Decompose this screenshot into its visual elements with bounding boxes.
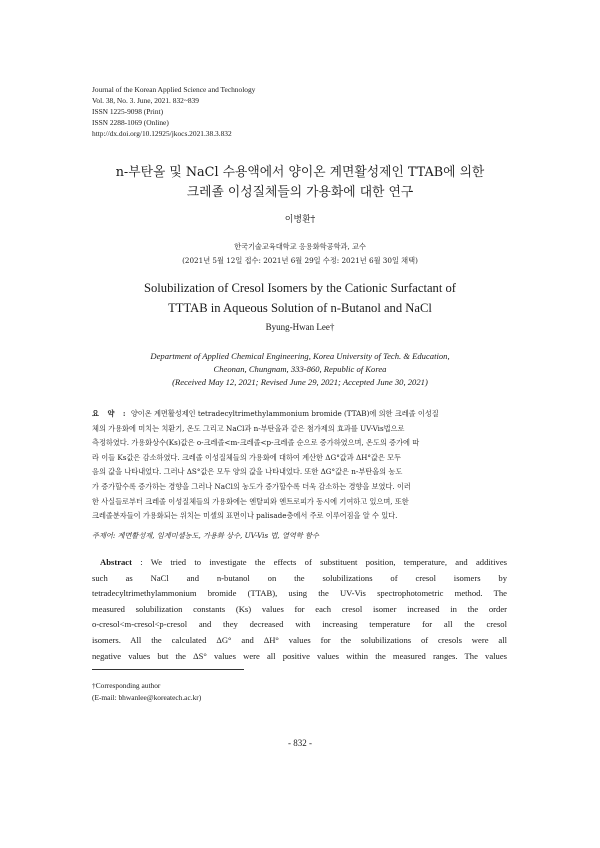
english-abstract [92, 555, 507, 664]
english-affiliation-block [0, 350, 600, 389]
korean-affiliation: 한국기술교육대학교 응용화학공학과, 교수 [234, 242, 366, 251]
korean-abstract-line: 크레졸분자들이 가용화되는 위치는 미셀의 표면이나 palisade층에서 주로 이루어짐을 알 수 있다. [92, 511, 398, 521]
english-dates: (Received May 12, 2021; Revised June 29, 2021; Accepted June 30, 2021) [172, 377, 428, 387]
korean-abstract-line: 한 사실들로부터 크레졸 이성질체들의 가용화에는 엔탈피와 엔트로피가 동시에 기여하고 있으며, 또한 [92, 496, 409, 506]
journal-issn-print: ISSN 1225-9098 (Print) [92, 107, 164, 116]
korean-abstract-line: 가 증가할수록 증가하는 경향을 그러나 NaCl의 농도가 증가할수록 더욱 감소하는 경향을 보였다. 이러 [92, 481, 411, 491]
footnote [92, 680, 201, 704]
footnote-divider [92, 669, 244, 670]
journal-doi[interactable]: http://dx.doi.org/10.12925/jkocs.2021.38.3.832 [92, 129, 232, 138]
english-title [60, 278, 540, 318]
english-abstract-line: measured solubilization constants (Ks) values for each cresol isomer increased in the order [92, 603, 507, 614]
english-abstract-line: isomers. All the calculated ΔG° and ΔH° values for the solubilizations of cresols were all [92, 634, 507, 645]
footnote-corresponding: †Corresponding author [92, 681, 161, 690]
korean-abstract-line: 측정하였다. 가용화상수(Ks)값은 o-크레졸<m-크레졸<p-크레졸 순으로 증가하였으며, 온도의 증가에 따 [92, 438, 420, 448]
korean-title-line-1: n-부탄올 및 NaCl 수용액에서 양이온 계면활성제인 TTAB에 의한 [115, 165, 485, 180]
korean-title [60, 163, 540, 203]
korean-dates: (2021년 5월 12일 접수: 2021년 6월 29일 수정: 2021년 6월 30일 채택) [182, 256, 418, 265]
korean-abstract-line: 음의 값을 나타내었다. 그러나 ΔS°값은 모두 양의 값을 나타내었다. 또한 ΔG°값은 n-부탄올의 농도 [92, 467, 403, 477]
korean-abstract-line: 요 약 : 양이온 계면활성제인 tetradecyltrimethylammonium bromide (TTAB)에 의한 크레졸 이성질 [92, 409, 439, 418]
korean-abstract [92, 407, 507, 524]
korean-abstract-label: 요 약 : [92, 409, 129, 418]
english-author: Byung-Hwan Lee† [265, 322, 335, 332]
journal-volume: Vol. 38, No. 3. June, 2021. 832~839 [92, 96, 199, 105]
english-abstract-label: Abstract [100, 557, 132, 567]
journal-header [92, 84, 255, 139]
english-title-line-1: Solubilization of Cresol Isomers by the Cationic Surfactant of [144, 281, 456, 295]
footnote-email: (E-mail: bhwanlee@koreatech.ac.kr) [92, 693, 202, 702]
english-affiliation-line-1: Department of Applied Chemical Engineering, Korea University of Tech. & Education, [150, 351, 450, 361]
korean-abstract-line: 라 이들 Ks값은 감소하였다. 크레졸 이성질체들의 가용화에 대하여 계산한 ΔG°값과 ΔH°값은 모두 [92, 452, 402, 462]
english-title-line-2: TTTAB in Aqueous Solution of n-Butanol and NaCl [168, 301, 432, 315]
page-number: - 832 - [288, 738, 312, 748]
journal-issn-online: ISSN 2288-1069 (Online) [92, 118, 169, 127]
korean-affiliation-block [0, 240, 600, 268]
english-affiliation-line-2: Cheonan, Chungnam, 333-860, Republic of Korea [213, 364, 387, 374]
korean-author: 이병환† [284, 215, 316, 225]
korean-abstract-line: 체의 가용화에 미치는 치환기, 온도 그리고 NaCl과 n-부탄올과 같은 첨가제의 효과를 UV-Vis법으로 [92, 423, 405, 433]
korean-title-line-2: 크레졸 이성질체들의 가용화에 대한 연구 [186, 185, 414, 200]
korean-keywords: 주제어: 계면활성제, 임계미셀농도, 가용화 상수, UV-Vis 법, 열역학 함수 [92, 531, 319, 540]
english-abstract-line: tetradecyltrimethylammonium bromide (TTAB), using the UV-Vis spectrophotometric method. The [92, 588, 507, 599]
english-abstract-line: Abstract : We tried to investigate the effects of substituent position, temperature, and additives [100, 557, 507, 567]
english-abstract-line: o-cresol<m-cresol<p-cresol and they decreased with increasing temperature for all the cresol [92, 619, 507, 630]
journal-name: Journal of the Korean Applied Science and Technology [92, 85, 256, 94]
english-abstract-line: negative values but the ΔS° values were all positive values within the measured ranges. The values [92, 650, 507, 661]
english-abstract-line: such as NaCl and n-butanol on the solubilizations of cresol isomers by [92, 572, 507, 583]
